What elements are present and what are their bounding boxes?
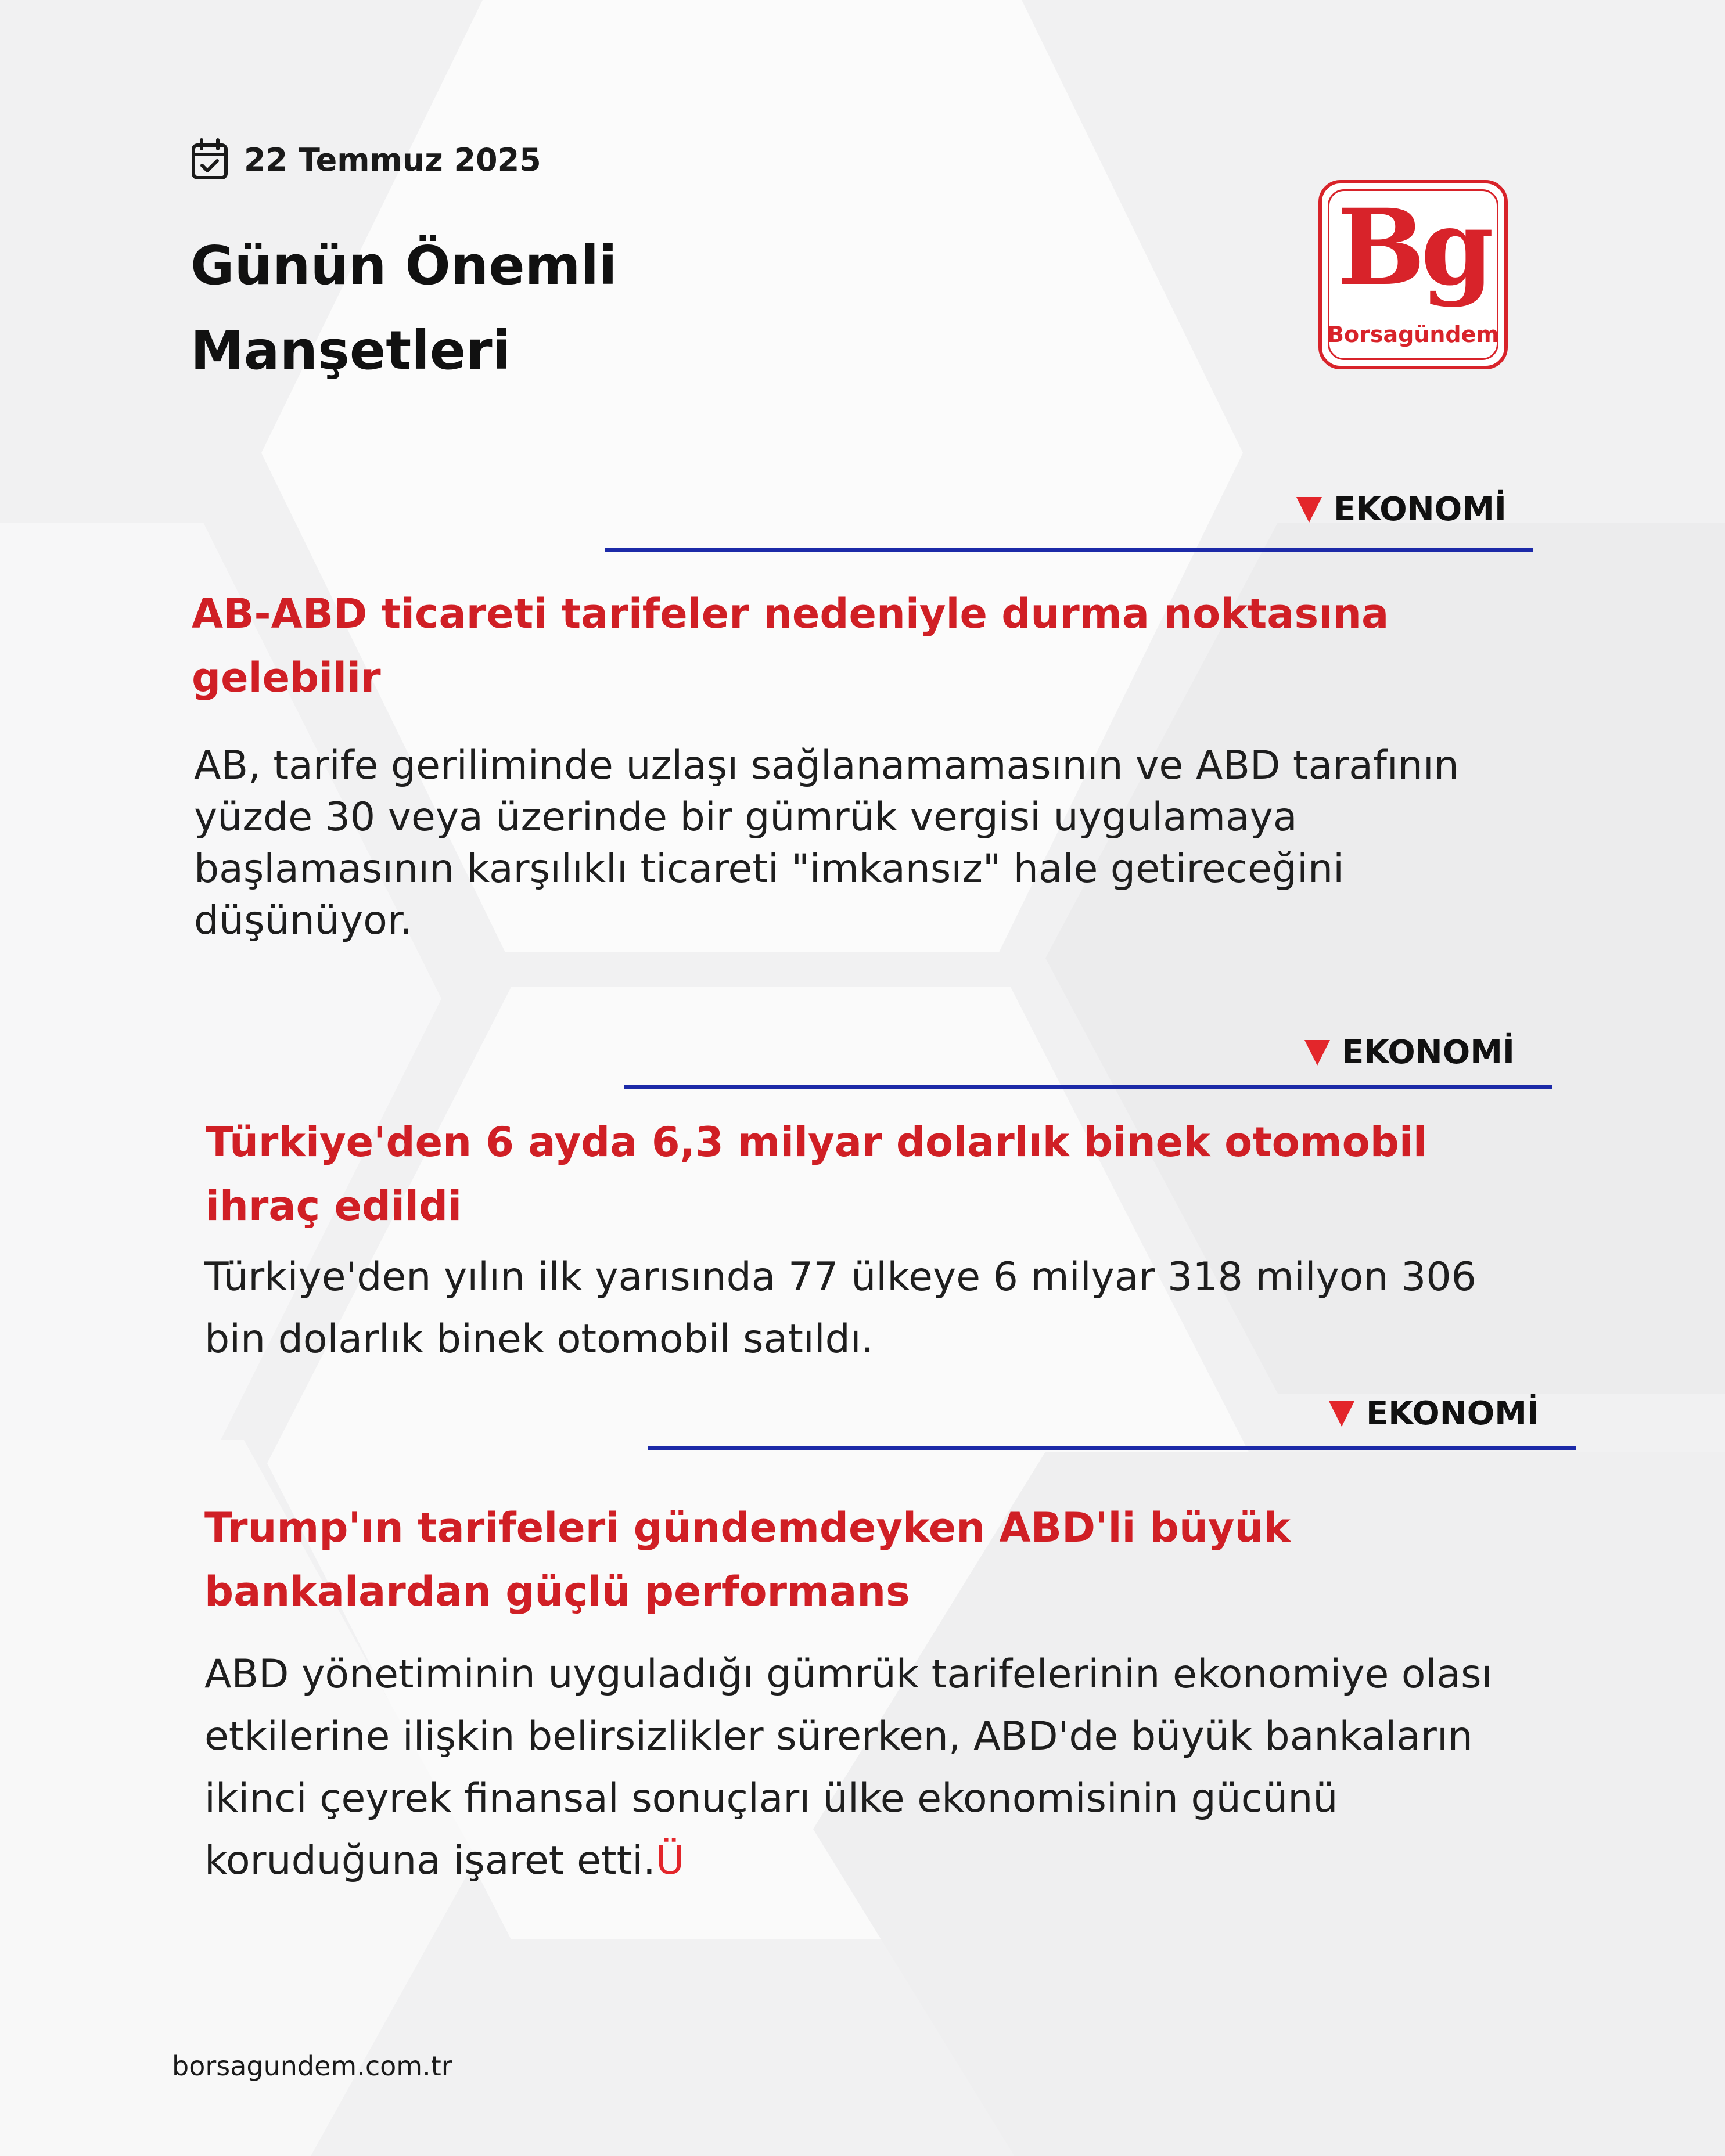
article-3-body-text: ABD yönetiminin uyguladığı gümrük tarifelerinin ekonomiye olası etkilerine ilişkin belirsizlikler sürerken, ABD'de büyük bankaların ikinci çeyrek finansal sonuçları ülke ekonomisinin gücünü koruduğuna işaret etti. — [204, 1651, 1493, 1884]
category-rule-2 — [624, 1085, 1552, 1089]
page-title-line-2: Manşetleri — [191, 319, 511, 381]
category-label-3 — [1329, 1395, 1539, 1432]
triangle-down-icon — [1296, 497, 1322, 523]
category-text-3: EKONOMİ — [1366, 1395, 1539, 1432]
date-text: 22 Temmuz 2025 — [244, 141, 541, 178]
article-2-headline: Türkiye'den 6 ayda 6,3 milyar dolarlık binek otomobil ihraç edildi — [206, 1118, 1427, 1230]
footer-website: borsagundem.com.tr — [172, 2050, 452, 2082]
article-3-end-mark: Ü — [655, 1838, 685, 1884]
logo-mark: Bg — [1337, 186, 1489, 309]
logo-name: Borsagündem — [1327, 322, 1499, 347]
triangle-down-icon — [1304, 1040, 1330, 1066]
category-rule-1 — [605, 548, 1533, 552]
category-label-2 — [1304, 1034, 1515, 1071]
page-title-line-1: Günün Önemli — [191, 235, 617, 297]
article-1-headline: AB-ABD ticareti tarifeler nedeniyle durma noktasına gelebilir — [192, 590, 1389, 701]
category-text-2: EKONOMİ — [1342, 1034, 1515, 1071]
page-title — [191, 224, 771, 393]
category-rule-3 — [648, 1446, 1576, 1450]
article-3-headline: Trump'ın tarifeleri gündemdeyken ABD'li büyük bankalardan güçlü performans — [204, 1504, 1291, 1615]
article-2-body: Türkiye'den yılın ilk yarısında 77 ülkeye 6 milyar 318 milyon 306 bin dolarlık binek otomobil satıldı. — [204, 1254, 1476, 1362]
triangle-down-icon — [1329, 1401, 1354, 1427]
category-text-1: EKONOMİ — [1334, 491, 1507, 528]
article-3-body — [204, 1643, 1529, 1892]
date-row — [191, 138, 541, 181]
article-1-body: AB, tarife geriliminde uzlaşı sağlanamamasının ve ABD tarafının yüzde 30 veya üzerinde bir gümrük vergisi uygulamaya başlamasının karşılıklı ticareti "imkansız" hale getireceğini düşünüyor. — [194, 743, 1459, 944]
borsagundem-logo — [1318, 180, 1508, 369]
category-label-1 — [1296, 491, 1507, 528]
calendar-check-icon — [191, 138, 229, 181]
